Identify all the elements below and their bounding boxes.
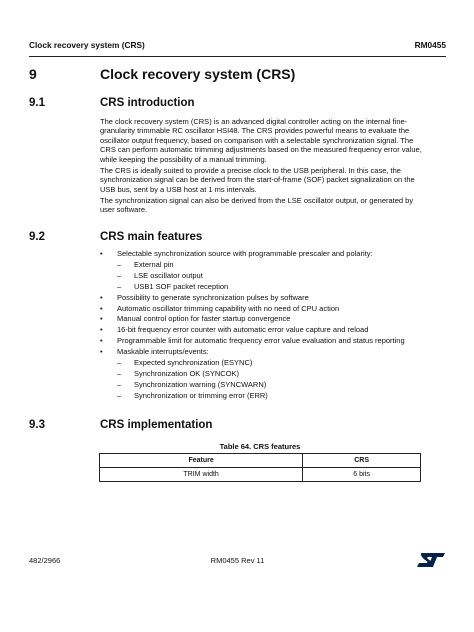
list-subitem	[100, 282, 430, 293]
list-item-text: Possibility to generate synchronization pulses by software	[117, 292, 309, 302]
page-number: 482/2966	[29, 556, 61, 565]
list-item-text: Expected synchronization (ESYNC)	[134, 358, 253, 368]
list-item	[100, 314, 430, 325]
section-number: 9.3	[29, 419, 45, 431]
st-logo-icon	[416, 552, 446, 570]
bullet-icon: •	[100, 292, 103, 302]
bullet-icon: •	[100, 314, 103, 324]
list-item-text: Selectable synchronization source with programmable prescaler and polarity:	[117, 249, 373, 258]
dash-icon: –	[117, 390, 122, 400]
table-header-crs: CRS	[303, 454, 421, 468]
table-caption: Table 64. CRS features	[219, 442, 301, 451]
list-item-text: LSE oscillator output	[134, 270, 203, 280]
list-subitem	[100, 358, 430, 369]
list-subitem	[100, 271, 430, 282]
list-subitem	[100, 260, 430, 271]
section-number: 9.1	[29, 97, 45, 109]
list-item-text: Synchronization warning (SYNCWARN)	[134, 379, 267, 389]
dash-icon: –	[117, 281, 122, 291]
intro-paragraph-2: The CRS is ideally suited to provide a precise clock to the USB peripheral. In this case, the synchronization signal can be derived from the start-of-frame (SOF) packet signalization on the USB bus, sent by a USB host at 1 ms intervals.	[100, 166, 415, 194]
dash-icon: –	[117, 259, 122, 269]
section-number: 9.2	[29, 231, 45, 243]
list-item-text: External pin	[134, 259, 174, 269]
header-title: Clock recovery system (CRS)	[29, 40, 145, 50]
dash-icon: –	[117, 270, 122, 280]
table-header-row	[100, 454, 421, 468]
table-cell-crs: 6 bits	[303, 468, 421, 482]
bullet-icon: •	[100, 303, 103, 313]
list-item	[100, 304, 430, 315]
list-item-text: 16-bit frequency error counter with automatic error value capture and reload	[117, 325, 369, 335]
list-item	[100, 325, 430, 336]
table-cell-feature: TRIM width	[100, 468, 303, 482]
dash-icon: –	[117, 358, 122, 368]
list-item	[100, 249, 430, 260]
table-header-feature: Feature	[100, 454, 303, 468]
list-item	[100, 336, 430, 347]
section-title: CRS implementation	[100, 419, 213, 431]
dash-icon: –	[117, 379, 122, 389]
section-title: CRS introduction	[100, 97, 195, 109]
list-item-text: Synchronization or trimming error (ERR)	[134, 390, 268, 400]
list-item-text: Programmable limit for automatic frequency error value evaluation and status reporting	[117, 336, 405, 346]
crs-features-table	[99, 453, 421, 482]
revision-label: RM0455 Rev 11	[210, 556, 265, 565]
st-logo-shape	[417, 553, 445, 567]
list-item	[100, 347, 430, 358]
dash-icon: –	[117, 368, 122, 378]
section-title: CRS main features	[100, 231, 203, 243]
table-row	[100, 468, 421, 482]
list-subitem	[100, 391, 430, 402]
bullet-icon: •	[100, 325, 103, 335]
bullet-icon: •	[100, 336, 103, 346]
header-doc-id: RM0455	[414, 40, 446, 50]
list-subitem	[100, 380, 430, 391]
list-item	[100, 293, 430, 304]
bullet-icon: •	[100, 249, 103, 258]
list-item-text: USB1 SOF packet reception	[134, 281, 229, 291]
bullet-icon: •	[100, 347, 103, 357]
list-item-text: Synchronization OK (SYNCOK)	[134, 368, 240, 378]
list-item-text: Manual control option for faster startup convergence	[117, 314, 291, 324]
list-item-text: Automatic oscillator trimming capability with no need of CPU action	[117, 303, 340, 313]
list-subitem	[100, 369, 430, 380]
page-header	[29, 40, 446, 54]
feature-list	[100, 249, 430, 402]
chapter-title: Clock recovery system (CRS)	[100, 66, 296, 82]
intro-paragraph-1: The clock recovery system (CRS) is an advanced digital controller acting on the internal fine-granularity trimmable RC oscillator HSI48. The CRS provides powerful means to evaluate the oscillator output frequency, based on comparison with a selectable synchronization signal. The CRS can perform automatic trimming adjustments based on the measured frequency error value, while keeping the possibility of a manual trimming.	[100, 117, 422, 164]
intro-paragraph-3: The synchronization signal can also be derived from the LSE oscillator output, or generated by user software.	[100, 196, 414, 215]
chapter-number: 9	[29, 66, 37, 82]
header-rule	[29, 56, 446, 57]
list-item-text: Maskable interrupts/events:	[117, 347, 209, 357]
